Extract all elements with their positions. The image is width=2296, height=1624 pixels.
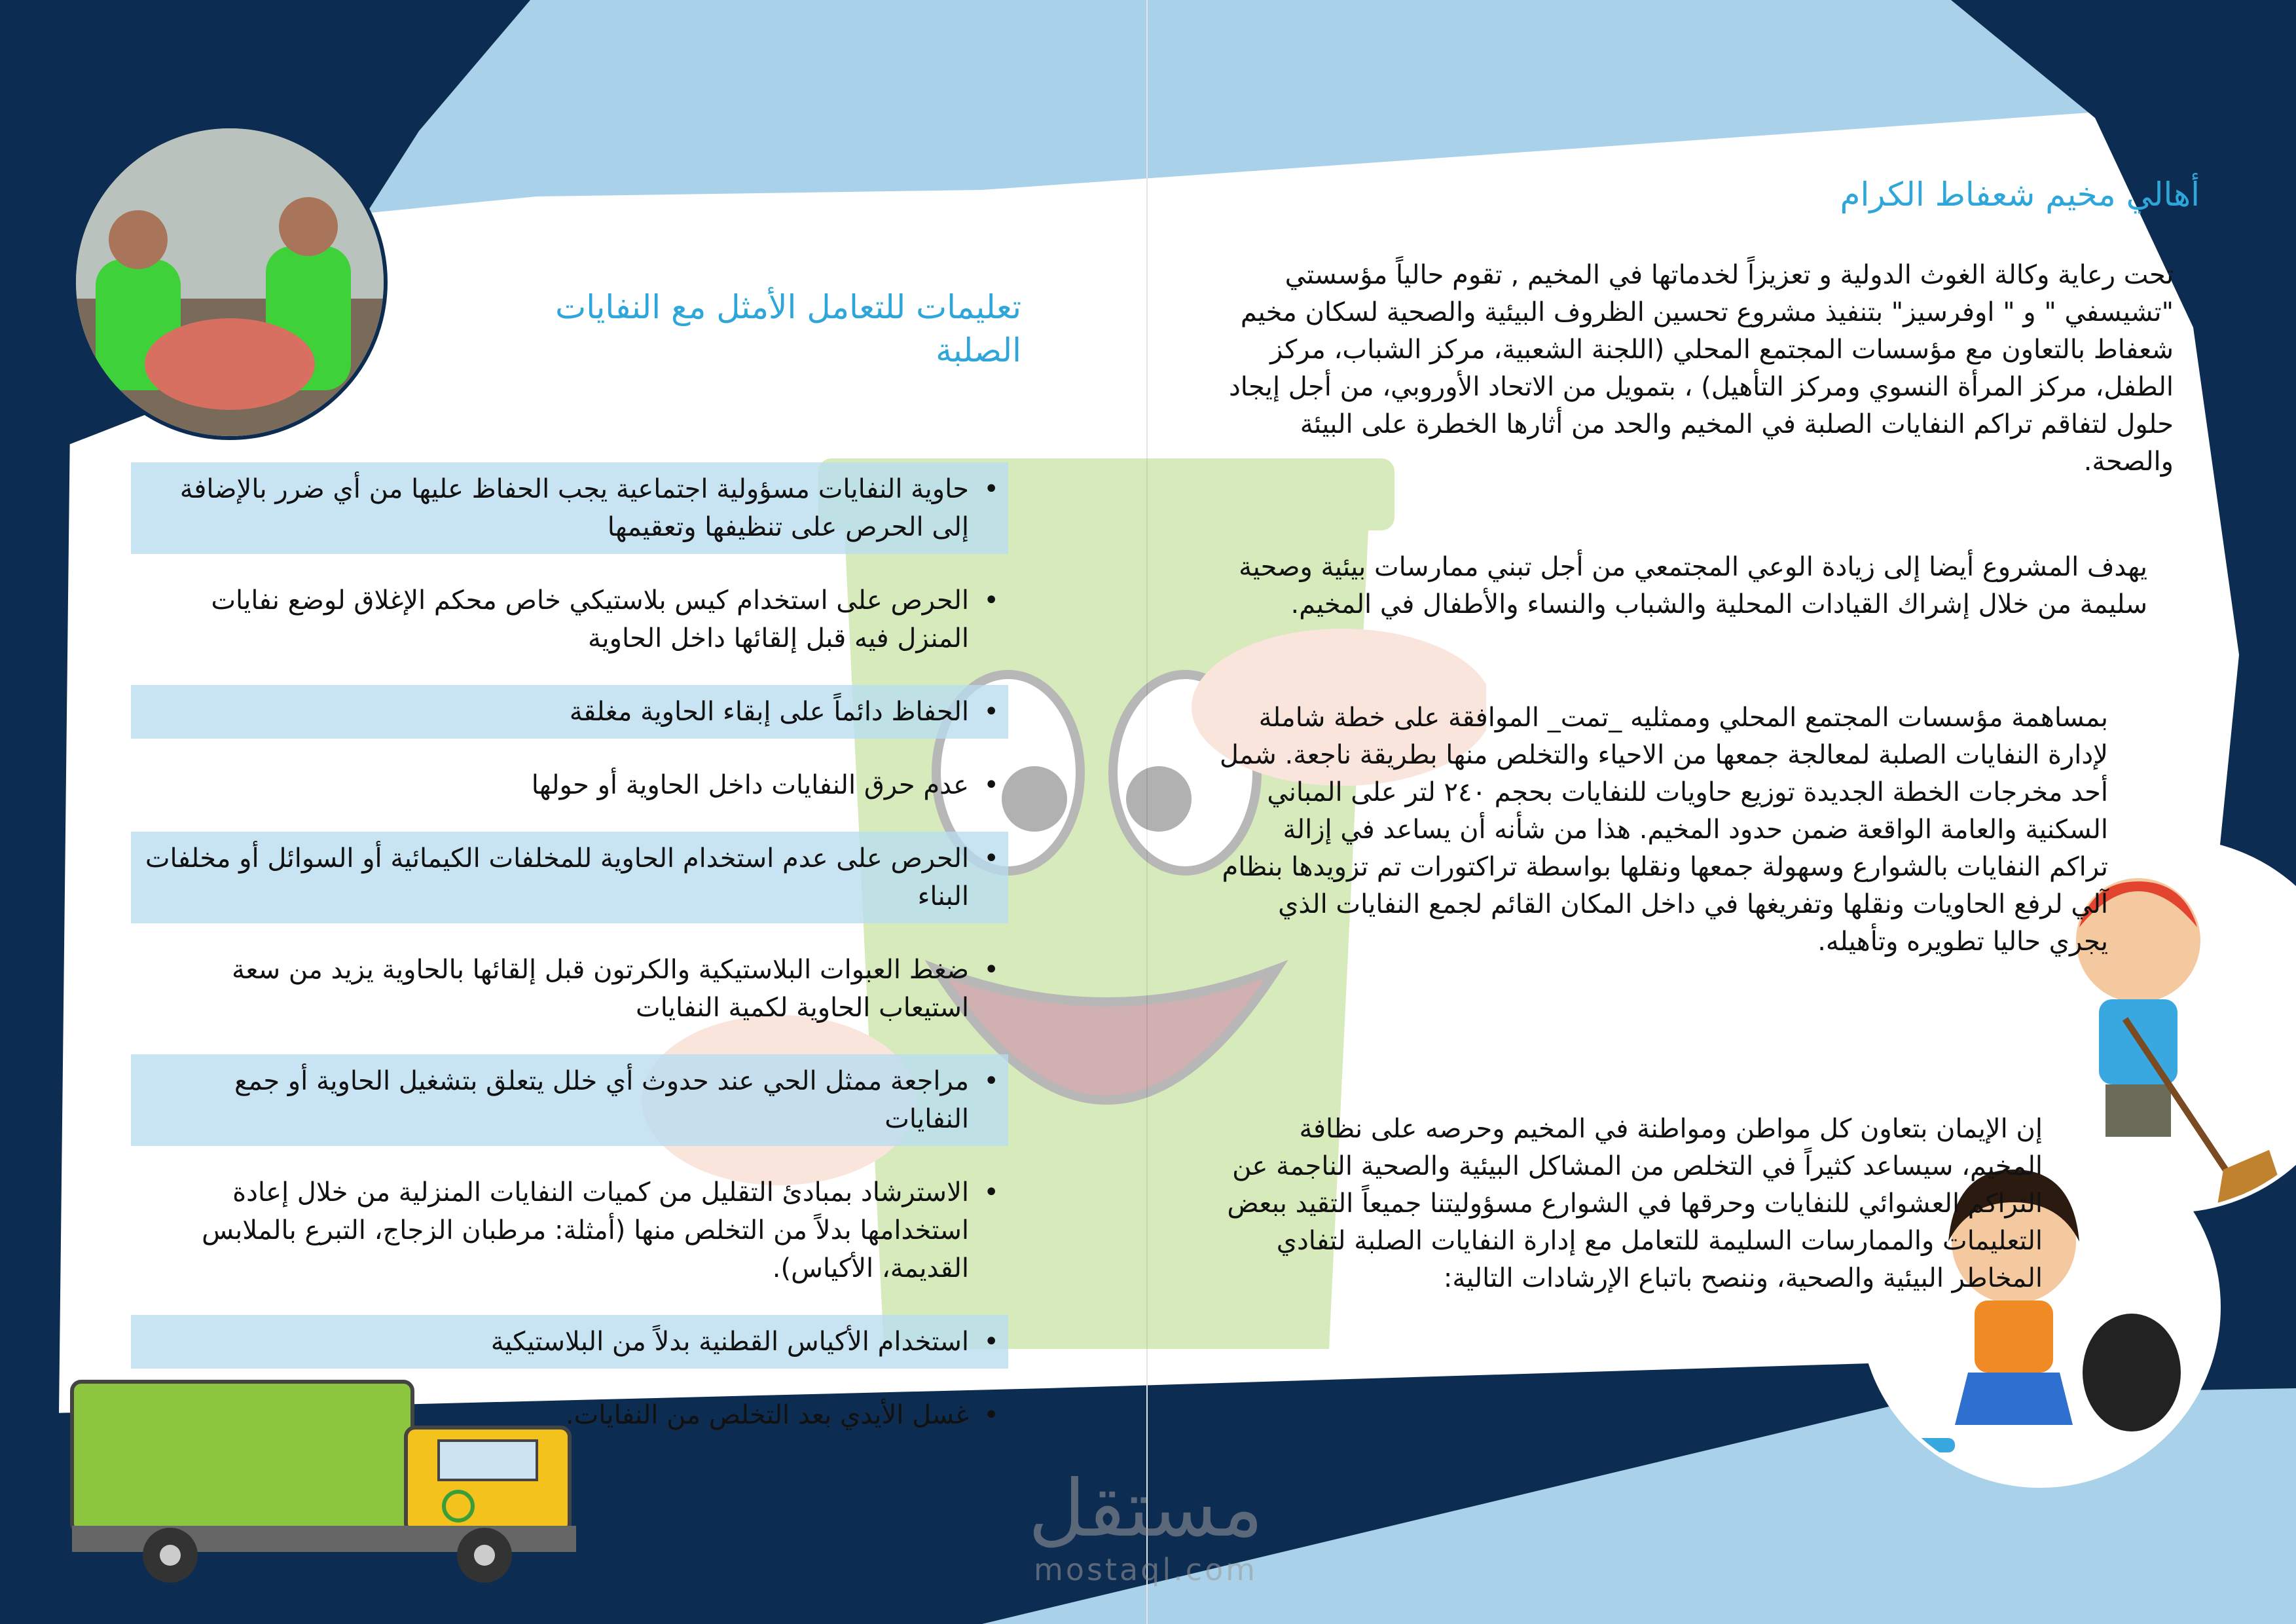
- instruction-item: حاوية النفايات مسؤولية اجتماعية يجب الحفاظ عليها من أي ضرر بالإضافة إلى الحرص على تنظيفها وتعقيمها •: [131, 462, 1008, 554]
- instruction-item: الحرص على استخدام كيس بلاستيكي خاص محكم الإغلاق لوضع نفايات المنزل فيه قبل إلقائها داخل الحاوية •: [131, 574, 1008, 665]
- plan-paragraph: بمساهمة مؤسسات المجتمع المحلي وممثليه _تمت_ الموافقة على خطة شاملة لإدارة النفايات الصلبة لمعالجة جمعها من الاحياء والتخلص منها بطريقة ناجعة. شمل أحد مخرجات الخطة الجديدة توزيع حاويات للنفايات بحجم ٢٤٠ لتر على المباني السكنية والعامة الواقعة ضمن حدود المخيم. هذا من شأنه أن يساعد في إزالة تراكم النفايات بالشوارع وسهولة جمعها ونقلها بواسطة تراكتورات تم تزويدها بنظام آلي لرفع الحاويات ونقلها وتفريغها في داخل المكان القائم لجمع النفايات الذي يجري حاليا تطويره وتأهيله.: [1219, 703, 2108, 957]
- watermark-latin: mostaql.com: [1034, 1552, 1258, 1587]
- instructions-list: [131, 462, 1008, 1462]
- instruction-item: عدم حرق النفايات داخل الحاوية أو حولها •: [131, 758, 1008, 812]
- greeting-heading: أهالي مخيم شعفاط الكرام: [1840, 175, 2200, 213]
- instruction-item: الحفاظ دائماً على إبقاء الحاوية مغلقة •: [131, 685, 1008, 739]
- instruction-item: الحرص على عدم استخدام الحاوية للمخلفات الكيمائية أو السوائل أو مخلفات البناء •: [131, 832, 1008, 923]
- instruction-item: مراجعة ممثل الحي عند حدوث أي خلل يتعلق بتشغيل الحاوية أو جمع النفايات •: [131, 1054, 1008, 1146]
- watermark-arabic: مستقل: [1028, 1464, 1264, 1555]
- instructions-title: تعليمات للتعامل الأمثل مع النفايات الصلبة: [555, 288, 1021, 369]
- instruction-item: غسل الأيدي بعد التخلص من النفايات. •: [131, 1388, 1008, 1442]
- cleanup-photo: [72, 124, 388, 440]
- watermark: [1002, 1464, 1290, 1587]
- instruction-item: الاسترشاد بمبادئ التقليل من كميات النفايات المنزلية من خلال إعادة استخدامها بدلاً من التخلص منها (أمثلة: مرطبان الزجاج، التبرع بالملابس القديمة، الأكياس). •: [131, 1166, 1008, 1295]
- instruction-item: ضغط العبوات البلاستيكية والكرتون قبل إلقائها بالحاوية يزيد من سعة استيعاب الحاوية لكمية النفايات •: [131, 943, 1008, 1035]
- instruction-item: استخدام الأكياس القطنية بدلاً من البلاستيكية •: [131, 1315, 1008, 1369]
- awareness-paragraph: يهدف المشروع أيضا إلى زيادة الوعي المجتمعي من أجل تبني ممارسات بيئية وصحية سليمة من خلال إشراك القيادات المحلية والشباب والنساء والأطفال في المخيم.: [1239, 552, 2147, 619]
- intro-paragraph: تحت رعاية وكالة الغوث الدولية و تعزيزاً لخدماتها في المخيم , تقوم حالياً مؤسستي "تشيسفي " و " اوفرسيز" بتنفيذ مشروع تحسين الظروف البيئية والصحية لسكان مخيم شعفاط بالتعاون مع مؤسسات المجتمع المحلي (اللجنة الشعبية، مركز الشباب، مركز الطفل، مركز المرأة النسوي ومركز التأهيل) ، بتمويل من الاتحاد الأوروبي، من أجل إيجاد حلول لتفاقم تراكم النفايات الصلبة في المخيم والحد من أثارها الخطرة على البيئة والصحة.: [1228, 260, 2174, 477]
- responsibility-paragraph: إن الإيمان بتعاون كل مواطن ومواطنة في المخيم وحرصه على نظافة المخيم، سيساعد كثيراً في التخلص من المشاكل البيئية والصحية الناجمة عن التراكم العشوائي للنفايات وحرقها في الشوارع مسؤوليتنا جميعاً التقيد ببعض التعليمات والممارسات السليمة للتعامل مع إدارة النفايات الصلبة لتفادي المخاطر البيئية والصحية، وننصح باتباع الإرشادات التالية:: [1227, 1114, 2043, 1293]
